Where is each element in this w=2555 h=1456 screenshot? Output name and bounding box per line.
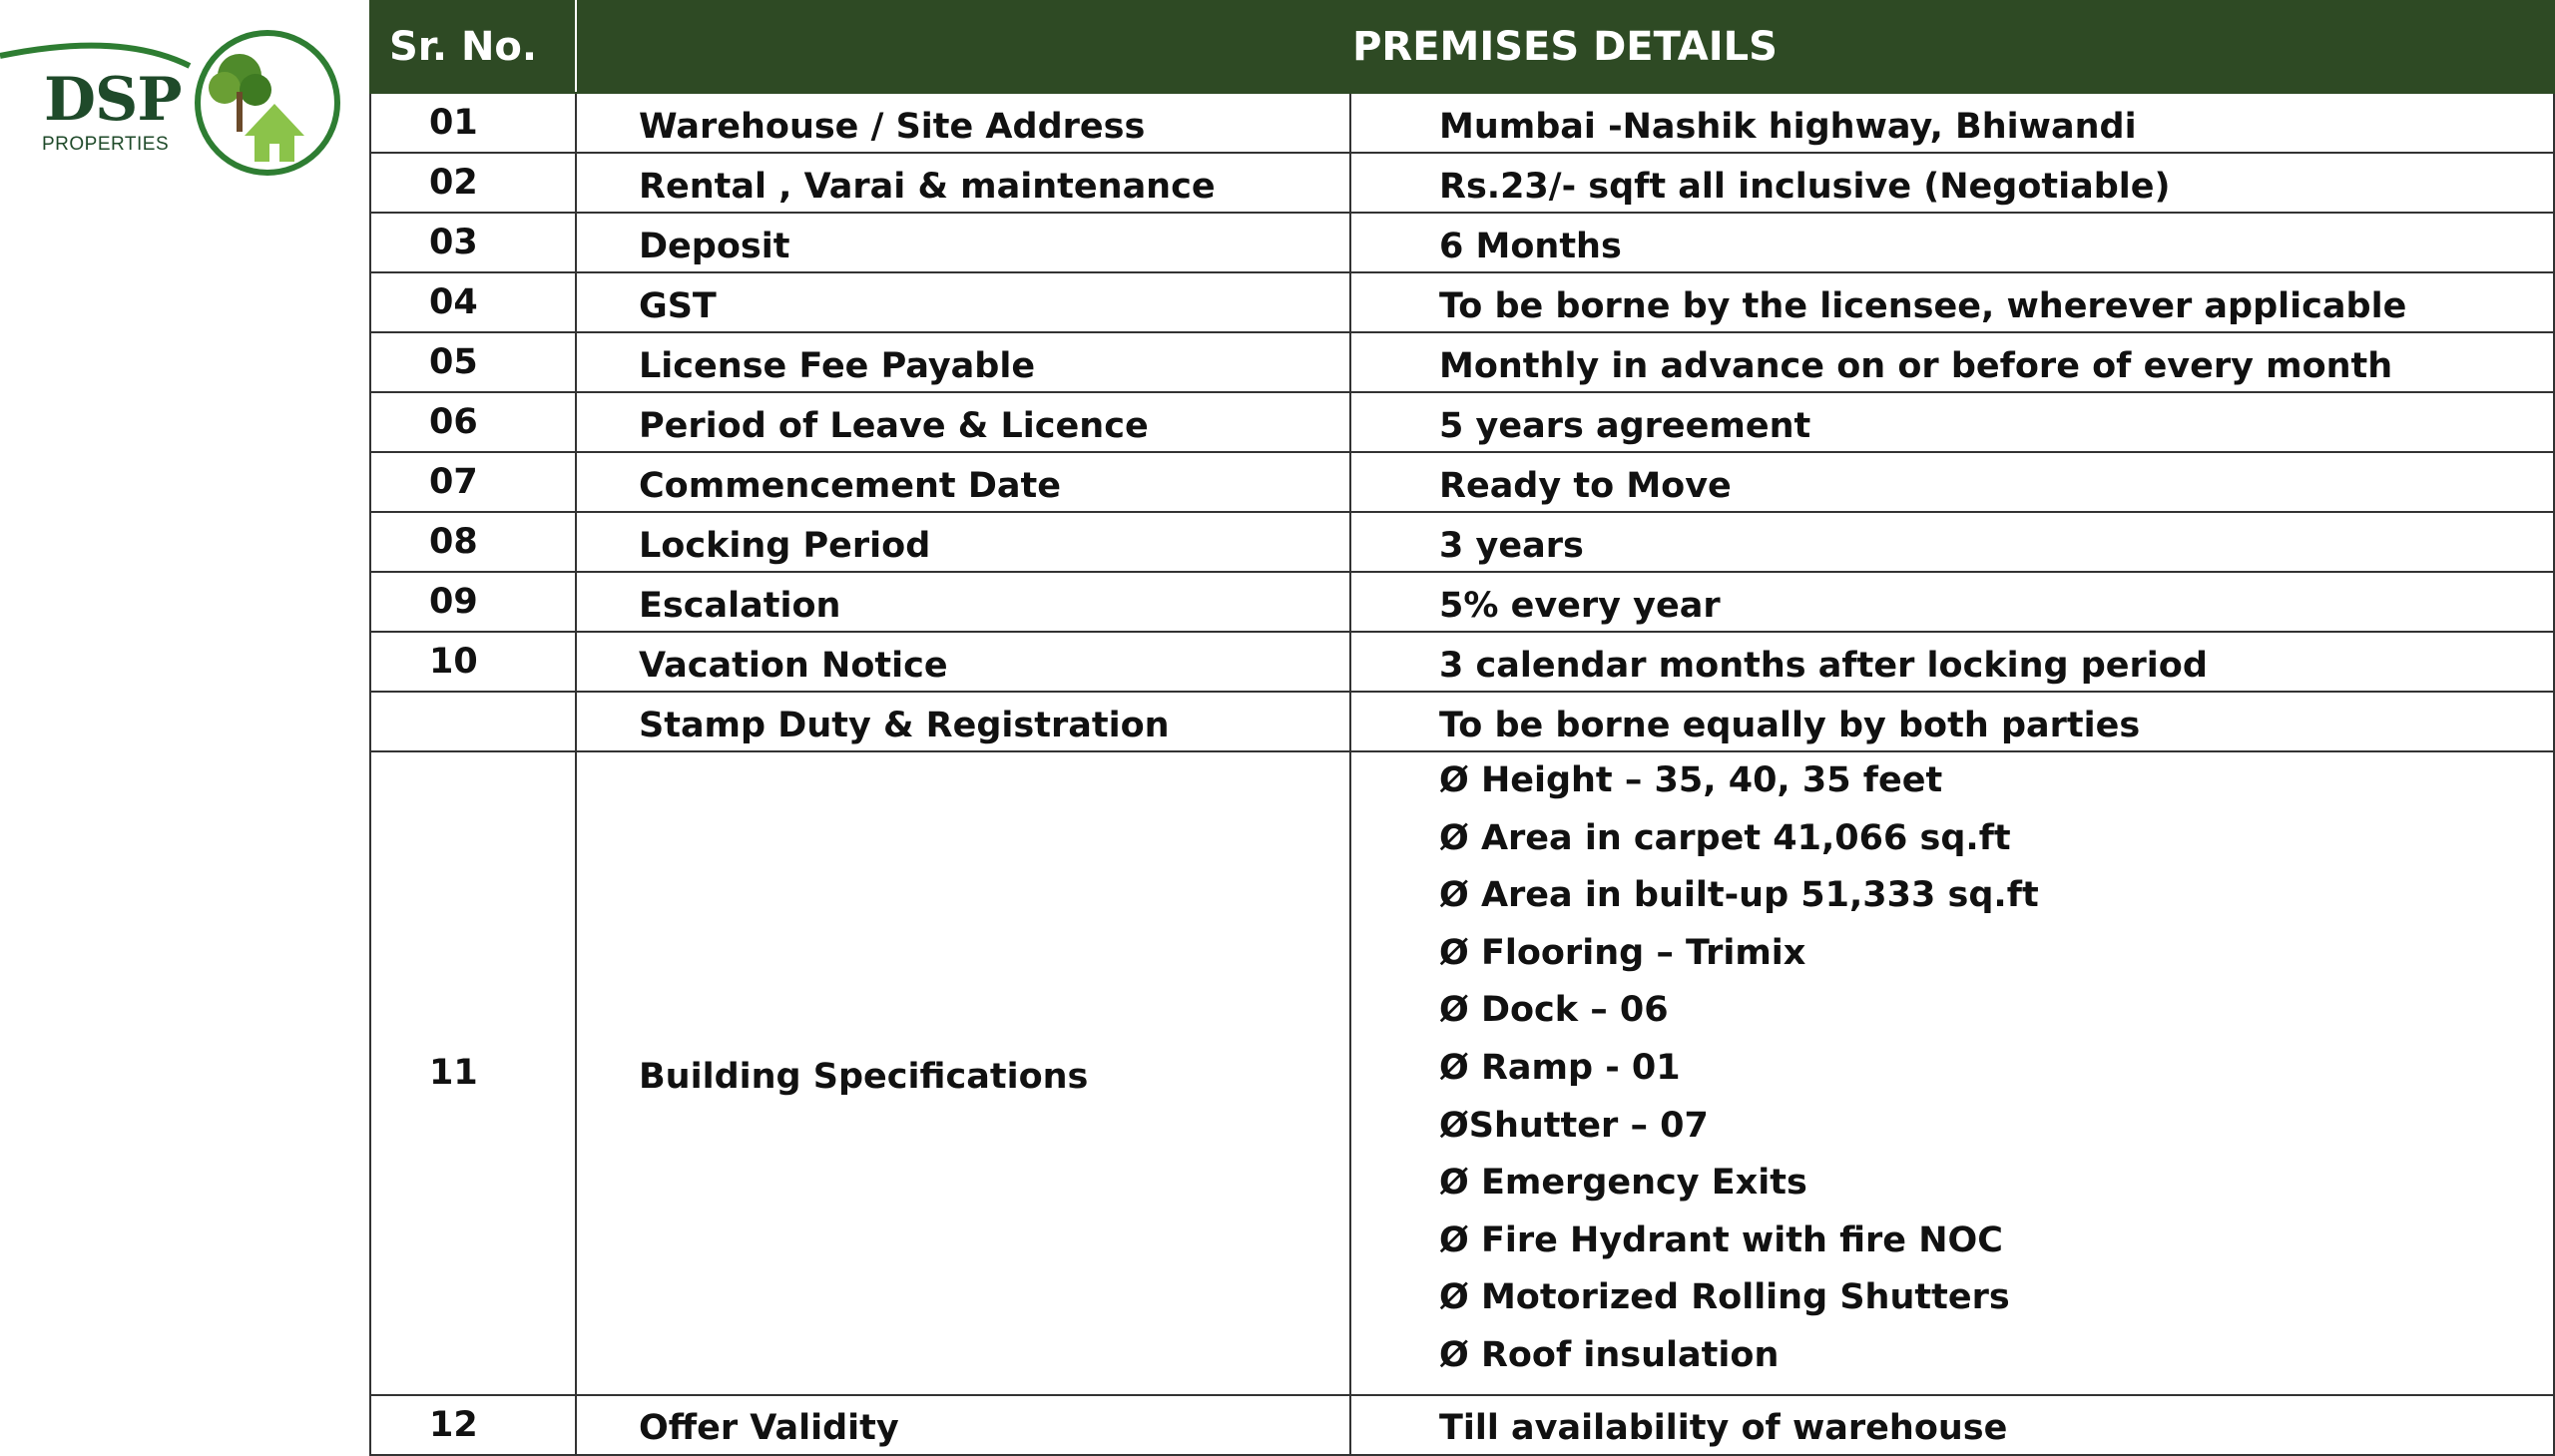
row-label: Offer Validity	[576, 1395, 1350, 1455]
row-value: Rs.23/- sqft all inclusive (Negotiable)	[1350, 153, 2554, 213]
spec-item: Ø Area in built-up 51,333 sq.ft	[1439, 875, 2039, 916]
premises-details-table	[369, 0, 2555, 1456]
logo-brand-text: DSP	[44, 65, 182, 135]
spec-item: Ø Flooring – Trimix	[1439, 932, 1806, 973]
specs-list	[1350, 751, 2554, 1395]
row-label: Period of Leave & Licence	[576, 392, 1350, 452]
table-row	[370, 452, 2554, 512]
spec-item: Ø Motorized Rolling Shutters	[1439, 1277, 2010, 1318]
logo-house-icon	[245, 104, 304, 136]
row-sr-no: 08	[370, 512, 576, 572]
row-value: To be borne equally by both parties	[1350, 692, 2554, 751]
row-sr-no: 10	[370, 632, 576, 692]
table-header-row	[370, 1, 2554, 93]
table-row	[370, 632, 2554, 692]
spec-item: Ø Ramp - 01	[1439, 1047, 1681, 1088]
row-label: Building Specifications	[576, 751, 1350, 1395]
logo-swoosh	[0, 46, 190, 66]
table-row	[370, 332, 2554, 392]
table-row	[370, 272, 2554, 332]
spec-item: Ø Fire Hydrant with fire NOC	[1439, 1219, 2003, 1260]
row-sr-no	[370, 692, 576, 751]
row-value: Ready to Move	[1350, 452, 2554, 512]
spec-item: ØShutter – 07	[1439, 1105, 1709, 1146]
spec-item: Ø Height – 35, 40, 35 feet	[1439, 760, 1943, 800]
table-row	[370, 213, 2554, 272]
table-row	[370, 572, 2554, 632]
row-label: Vacation Notice	[576, 632, 1350, 692]
spec-item: Ø Area in carpet 41,066 sq.ft	[1439, 817, 2011, 858]
table-row	[370, 1395, 2554, 1455]
row-value: Till availability of warehouse	[1350, 1395, 2554, 1455]
row-sr-no: 03	[370, 213, 576, 272]
row-sr-no: 11	[370, 751, 576, 1395]
spec-item: Ø Dock – 06	[1439, 990, 1669, 1031]
row-label: Escalation	[576, 572, 1350, 632]
row-sr-no: 06	[370, 392, 576, 452]
row-sr-no: 09	[370, 572, 576, 632]
row-label: Stamp Duty & Registration	[576, 692, 1350, 751]
row-sr-no: 04	[370, 272, 576, 332]
row-sr-no: 02	[370, 153, 576, 213]
row-label: Locking Period	[576, 512, 1350, 572]
specs-row	[370, 751, 2554, 1395]
table-row	[370, 692, 2554, 751]
row-sr-no: 01	[370, 93, 576, 153]
row-value: 3 years	[1350, 512, 2554, 572]
row-value: 3 calendar months after locking period	[1350, 632, 2554, 692]
row-value: Monthly in advance on or before of every month	[1350, 332, 2554, 392]
row-sr-no: 12	[370, 1395, 576, 1455]
row-sr-no: 07	[370, 452, 576, 512]
header-title: PREMISES DETAILS	[576, 1, 2554, 93]
row-sr-no: 05	[370, 332, 576, 392]
logo-tagline: PROPERTIES	[42, 134, 170, 155]
company-logo	[0, 26, 349, 176]
row-label: GST	[576, 272, 1350, 332]
row-value: 5% every year	[1350, 572, 2554, 632]
row-value: To be borne by the licensee, wherever applicable	[1350, 272, 2554, 332]
row-label: Deposit	[576, 213, 1350, 272]
table-row	[370, 153, 2554, 213]
row-value: 6 Months	[1350, 213, 2554, 272]
table-row	[370, 512, 2554, 572]
row-label: License Fee Payable	[576, 332, 1350, 392]
table-row	[370, 392, 2554, 452]
row-label: Rental , Varai & maintenance	[576, 153, 1350, 213]
row-label: Warehouse / Site Address	[576, 93, 1350, 153]
spec-item: Ø Emergency Exits	[1439, 1163, 1807, 1204]
row-label: Commencement Date	[576, 452, 1350, 512]
row-value: Mumbai -Nashik highway, Bhiwandi	[1350, 93, 2554, 153]
table-body	[370, 93, 2554, 1455]
header-sr-no: Sr. No.	[370, 1, 576, 93]
spec-item: Ø Roof insulation	[1439, 1334, 1780, 1375]
table-row	[370, 93, 2554, 153]
row-value: 5 years agreement	[1350, 392, 2554, 452]
